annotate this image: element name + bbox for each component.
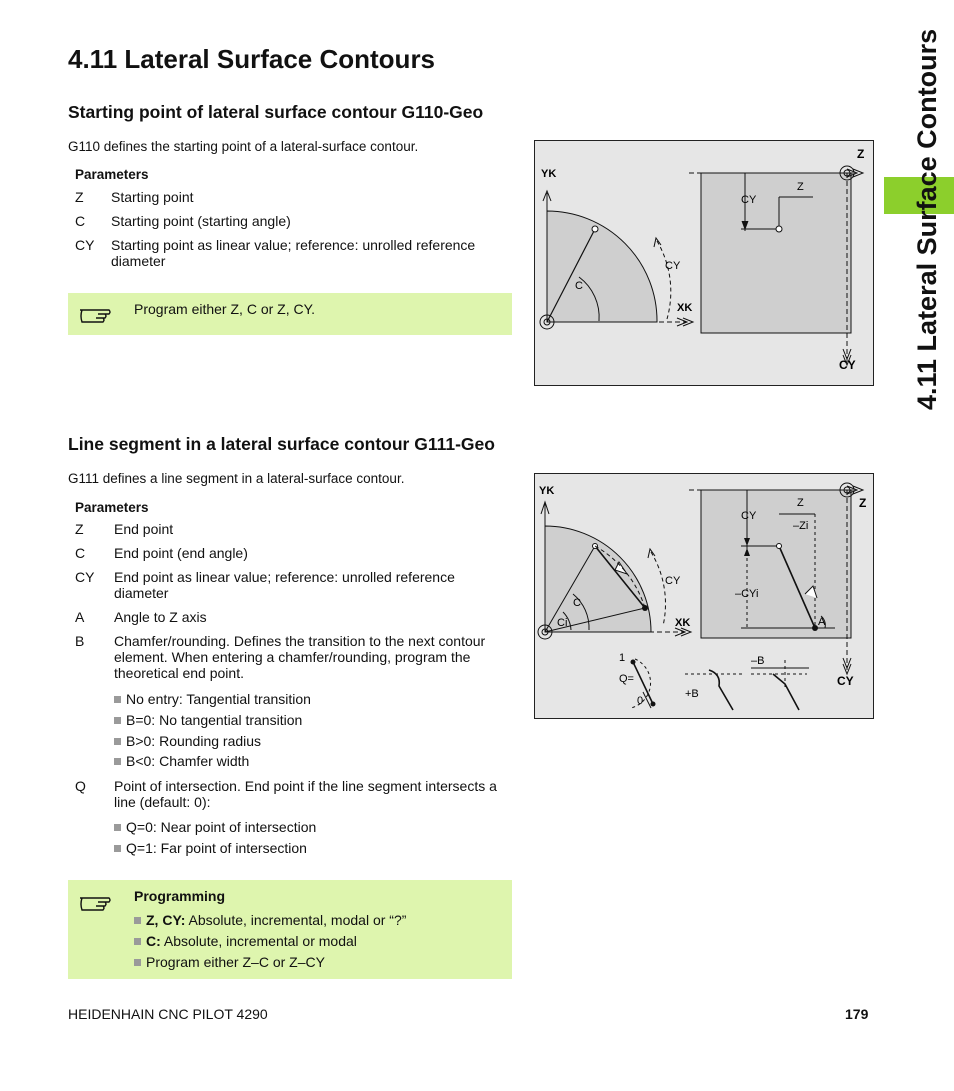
cy-inner-label: CY [741, 194, 757, 206]
param-desc: Point of intersection. End point if the line segment intersects a line (default: 0): [114, 778, 497, 810]
list-item: B>0: Rounding radius [114, 733, 261, 749]
page-number: 179 [845, 1006, 869, 1022]
param-key: B [75, 633, 85, 649]
section1-heading: Starting point of lateral surface contour G110-Geo [68, 102, 484, 122]
z-axis-label: Z [857, 147, 865, 161]
figure-g110 [534, 140, 874, 386]
section1-intro: G110 defines the starting point of a lateral-surface contour. [68, 139, 419, 154]
param-key: Q [75, 778, 86, 794]
param-key: CY [75, 237, 95, 253]
cyi-label: –CYi [735, 588, 759, 600]
list-item: B=0: No tangential transition [114, 712, 302, 728]
z-inner-label: Z [797, 497, 804, 509]
ci-label: Ci [557, 617, 568, 629]
param-desc: End point as linear value; reference: unrolled reference diameter [114, 569, 455, 601]
side-chapter-title: 4.11 Lateral Surface Contours [912, 28, 942, 410]
param-desc: End point (end angle) [114, 545, 248, 561]
zi-label: –Zi [793, 520, 809, 532]
c-label: C [573, 597, 581, 609]
param-key: CY [75, 569, 95, 585]
param-desc: Chamfer/rounding. Defines the transition to the next contour element. When entering a chamfer/rounding, program the theoretical end point. [114, 633, 486, 681]
plus-b-label: +B [685, 688, 699, 700]
programming-note-box [68, 880, 512, 979]
unrolled-panel [701, 173, 851, 333]
pointing-hand-icon [78, 890, 112, 921]
list-item: No entry: Tangential transition [114, 691, 311, 707]
footer-product: HEIDENHAIN CNC PILOT 4290 [68, 1006, 268, 1022]
cy-inner-label: CY [741, 510, 757, 522]
yk-label: YK [541, 168, 557, 180]
section2-heading: Line segment in a lateral surface contour G111-Geo [68, 434, 495, 454]
figure-g111 [534, 473, 874, 719]
param-key: A [75, 609, 85, 625]
list-item: Z, CY: Absolute, incremental, modal or “?” [134, 912, 406, 928]
section1-params-label: Parameters [75, 167, 149, 182]
c-label: C [575, 280, 583, 292]
param-key: Z [75, 521, 84, 537]
section2-intro: G111 defines a line segment in a lateral-surface contour. [68, 471, 405, 486]
yk-label: YK [539, 485, 555, 497]
param-desc: Angle to Z axis [114, 609, 207, 625]
param-desc: Starting point as linear value; reference: unrolled reference diameter [111, 237, 476, 269]
page-title: 4.11 Lateral Surface Contours [68, 44, 436, 74]
param-key: C [75, 545, 86, 561]
note-text: Program either Z, C or Z, CY. [134, 301, 316, 317]
xk-label: XK [677, 302, 693, 314]
param-key: Z [75, 189, 84, 205]
list-item: Program either Z–C or Z–CY [134, 954, 325, 970]
q-equals-label: Q= [619, 673, 634, 685]
minus-b-label: –B [751, 655, 765, 667]
cy-axis-label: CY [837, 674, 854, 688]
list-item: Q=0: Near point of intersection [114, 819, 316, 835]
z-axis-label: Z [859, 496, 867, 510]
note-box [68, 293, 512, 335]
note-heading: Programming [134, 888, 226, 904]
param-desc: Starting point (starting angle) [111, 213, 291, 229]
cy-axis-label: CY [839, 358, 856, 372]
angle-a-label: A [818, 616, 826, 628]
list-item: C: Absolute, incremental or modal [134, 933, 357, 949]
list-item: B<0: Chamfer width [114, 753, 249, 769]
cy-arc-label: CY [665, 260, 681, 272]
list-item: Q=1: Far point of intersection [114, 840, 307, 856]
sector-shape [547, 211, 657, 322]
section2-params-label: Parameters [75, 500, 149, 515]
cy-arc-label: CY [665, 575, 681, 587]
start-point [592, 226, 598, 232]
param-desc: Starting point [111, 189, 194, 205]
param-key: C [75, 213, 86, 229]
q-zero-label: 0 [637, 695, 644, 707]
pointing-hand-icon [78, 302, 112, 333]
z-inner-label: Z [797, 181, 804, 193]
xk-label: XK [675, 617, 691, 629]
param-desc: End point [114, 521, 174, 537]
q-one-label: 1 [619, 652, 626, 664]
